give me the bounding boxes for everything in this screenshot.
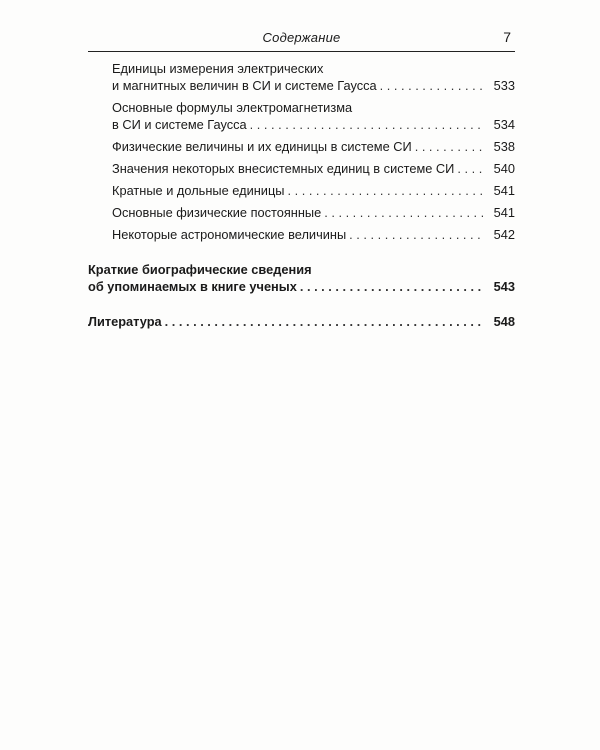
toc-entry-page: 534: [493, 117, 515, 132]
toc-entry-page: 541: [493, 205, 515, 220]
toc-entry[interactable]: [88, 226, 515, 243]
toc-entry[interactable]: [88, 138, 515, 155]
toc-entry[interactable]: [88, 99, 515, 133]
toc-entry-page: 538: [493, 139, 515, 154]
toc-entry-page: 533: [493, 78, 515, 93]
toc-entry-page: 541: [493, 183, 515, 198]
toc-section-entry[interactable]: [88, 313, 515, 330]
dot-leader: [324, 204, 485, 221]
header-rule: [88, 51, 515, 52]
dot-leader: [165, 313, 485, 330]
toc-entry-title: Основные физические постоянные: [112, 205, 322, 220]
toc-entry-title-line2: и магнитных величин в СИ и системе Гаусса: [112, 78, 377, 93]
toc-entry-page: 542: [493, 227, 515, 242]
toc-entry[interactable]: [88, 204, 515, 221]
toc-entry[interactable]: [88, 160, 515, 177]
dot-leader: [250, 116, 485, 133]
toc-entry-title-line1: Краткие биографические сведения: [88, 262, 312, 277]
toc-entry-title: Литература: [88, 314, 162, 329]
dot-leader: [349, 226, 485, 243]
toc-entry-title-line1: Единицы измерения электрических: [112, 61, 324, 76]
page-number: 7: [503, 29, 511, 45]
toc-entry-title-line1: Основные формулы электромагнетизма: [112, 100, 353, 115]
dot-leader: [380, 77, 485, 94]
toc-section-entry[interactable]: [88, 261, 515, 295]
toc-entry-page: 548: [493, 314, 515, 329]
dot-leader: [287, 182, 485, 199]
toc-entry-title: Физические величины и их единицы в системе СИ: [112, 139, 412, 154]
dot-leader: [415, 138, 485, 155]
toc-entry-title: Значения некоторых внесистемных единиц в системе СИ: [112, 161, 455, 176]
toc-entry[interactable]: [88, 60, 515, 94]
table-of-contents: [88, 60, 515, 330]
running-head: [88, 30, 515, 50]
toc-entry-page: 540: [493, 161, 515, 176]
toc-entry-title: Некоторые астрономические величины: [112, 227, 347, 242]
dot-leader: [457, 160, 485, 177]
running-title: Содержание: [262, 30, 341, 45]
toc-entry-title-line2: об упоминаемых в книге ученых: [88, 279, 297, 294]
toc-entry[interactable]: [88, 182, 515, 199]
toc-entry-title-line2: в СИ и системе Гаусса: [112, 117, 247, 132]
toc-entry-page: 543: [493, 279, 515, 294]
toc-entry-title: Кратные и дольные единицы: [112, 183, 285, 198]
dot-leader: [300, 278, 485, 295]
